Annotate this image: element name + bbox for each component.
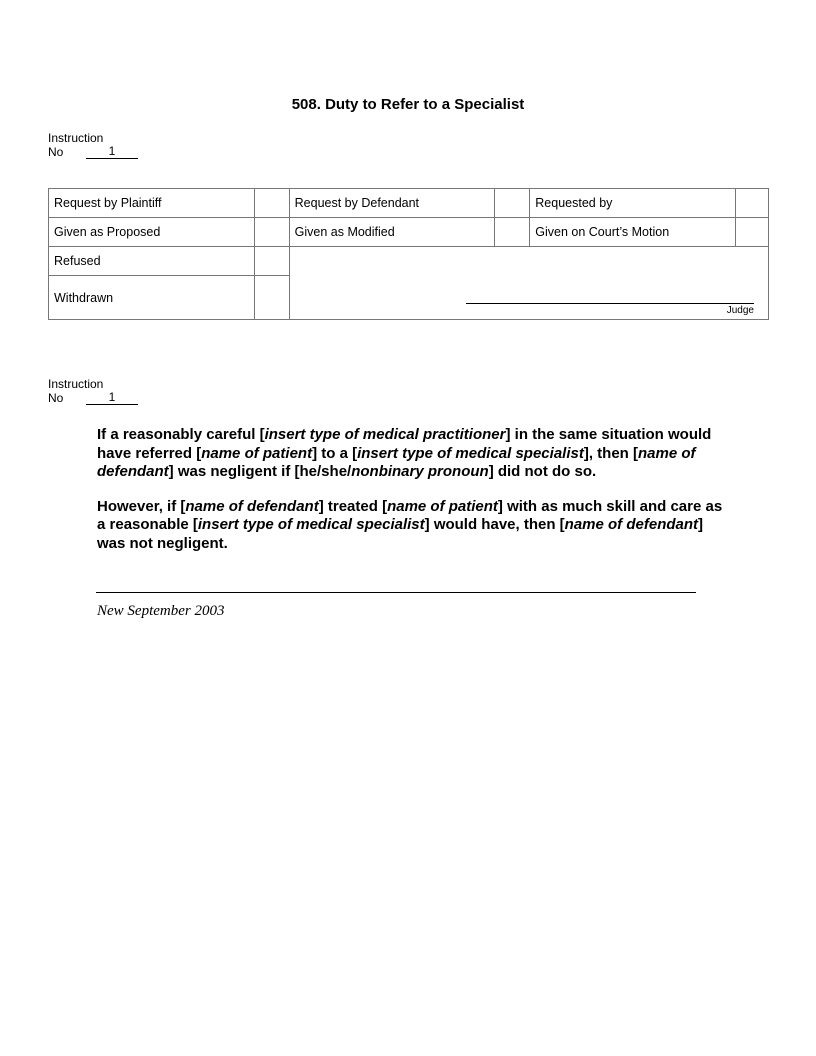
instruction-paragraph-1: If a reasonably careful [insert type of medical practitioner] in the same situation would have referred [name of patient] to a [insert type of medical specialist], then [name of defendant] was negligent if [he/she/nonbinary pronoun] did not do so. [97,426,712,480]
refused-checkbox[interactable] [254,247,289,276]
given-as-proposed-label: Given as Proposed [49,218,255,247]
instruction-number-block-bottom [48,377,138,405]
given-as-proposed-checkbox[interactable] [254,218,289,247]
requested-by-checkbox[interactable] [735,189,768,218]
given-as-modified-label: Given as Modified [289,218,495,247]
instruction-number: 1 [86,145,138,159]
withdrawn-checkbox[interactable] [254,276,289,320]
instruction-label: Instruction [48,131,104,145]
instruction-no-label: No [48,145,64,159]
judge-signature-line[interactable] [466,303,754,304]
request-by-plaintiff-checkbox[interactable] [254,189,289,218]
instruction-number: 1 [86,391,138,405]
instruction-number-block-top [48,131,138,159]
refused-label: Refused [49,247,255,276]
instruction-body [97,426,732,569]
request-by-defendant-label: Request by Defendant [289,189,495,218]
request-by-defendant-checkbox[interactable] [495,189,530,218]
section-divider [96,592,696,593]
given-on-courts-motion-checkbox[interactable] [735,218,768,247]
judge-signature-area [289,247,768,320]
requested-by-label: Requested by [530,189,736,218]
instruction-label: Instruction [48,377,104,391]
given-as-modified-checkbox[interactable] [495,218,530,247]
instruction-disposition-table [48,188,769,320]
withdrawn-label: Withdrawn [49,276,255,320]
request-by-plaintiff-label: Request by Plaintiff [49,189,255,218]
page-title: 508. Duty to Refer to a Specialist [291,96,525,113]
instruction-no-label: No [48,391,64,405]
judge-label: Judge [726,305,754,316]
instruction-paragraph-2: However, if [name of defendant] treated [name of patient] with as much skill and care as a reasonable [insert type of medical specialist] would have, then [name of defendant] was not negligent. [97,497,723,552]
revision-note: New September 2003 [97,603,225,619]
given-on-courts-motion-label: Given on Court’s Motion [530,218,736,247]
